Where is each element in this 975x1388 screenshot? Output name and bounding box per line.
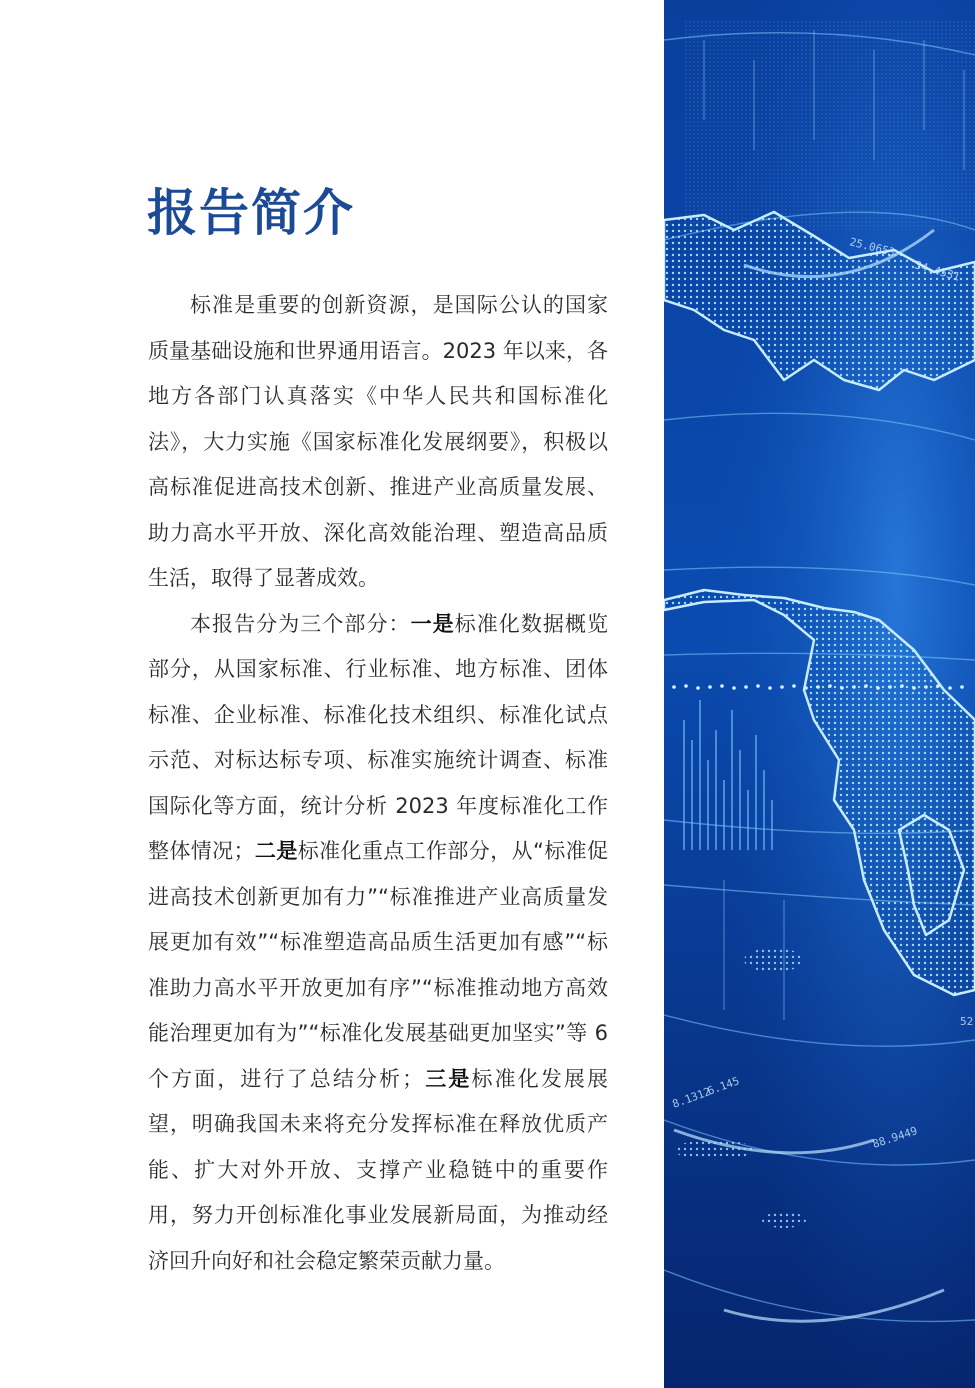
- globe-illustration: [664, 0, 975, 1388]
- map-number-label: 88.9449: [870, 1124, 920, 1151]
- part3-text: 标准化发展展望，明确我国未来将充分发挥标准在释放优质产能、扩大对外开放、支撑产业稳链中的重要作用，努力开创标准化事业发展新局面，为推动经济回升向好和社会稳定繁荣贡献力量。: [148, 1066, 609, 1273]
- paragraph-structure: [148, 602, 608, 1285]
- map-number-label: 6.145: [705, 1074, 742, 1098]
- structure-intro: 本报告分为三个部分：: [190, 611, 411, 636]
- map-number-label: 52: [960, 1015, 974, 1028]
- report-body: [148, 283, 608, 1284]
- part3-label: 三是: [423, 1066, 472, 1091]
- page-title: 报告简介: [147, 184, 355, 242]
- paragraph-intro: 标准是重要的创新资源，是国际公认的国家质量基础设施和世界通用语言。2023 年以来，各地方各部门认真落实《中华人民共和国标准化法》，大力实施《国家标准化发展纲要》，积极以高标准促进高技术创新、推进产业高质量发展、助力高水平开放、深化高效能治理、塑造高品质生活，取得了显著成效。: [148, 293, 608, 590]
- map-number-label: 8.1312: [670, 1085, 713, 1111]
- part1-label: 一是: [410, 611, 455, 636]
- map-number-label: 34.4531: [913, 258, 962, 284]
- globe-decorative-image: [664, 0, 975, 1388]
- part1-text: 标准化数据概览部分，从国家标准、行业标准、地方标准、团体标准、企业标准、标准化技术组织、标准化试点示范、对标达标专项、标准实施统计调查、标准国际化等方面，统计分析 2023 年度标准化工作整体情况；: [148, 611, 609, 863]
- part2-text: 标准化重点工作部分，从“标准促进高技术创新更加有力”“标准推进产业高质量发展更加有效”“标准塑造高品质生活更加有感”“标准助力高水平开放更加有序”“标准推动地方高效能治理更加有为”“标准化发展基础更加坚实”等 6 个方面，进行了总结分析；: [148, 839, 609, 1091]
- part2-label: 二是: [254, 839, 298, 863]
- map-number-label: 25.0653: [848, 235, 897, 260]
